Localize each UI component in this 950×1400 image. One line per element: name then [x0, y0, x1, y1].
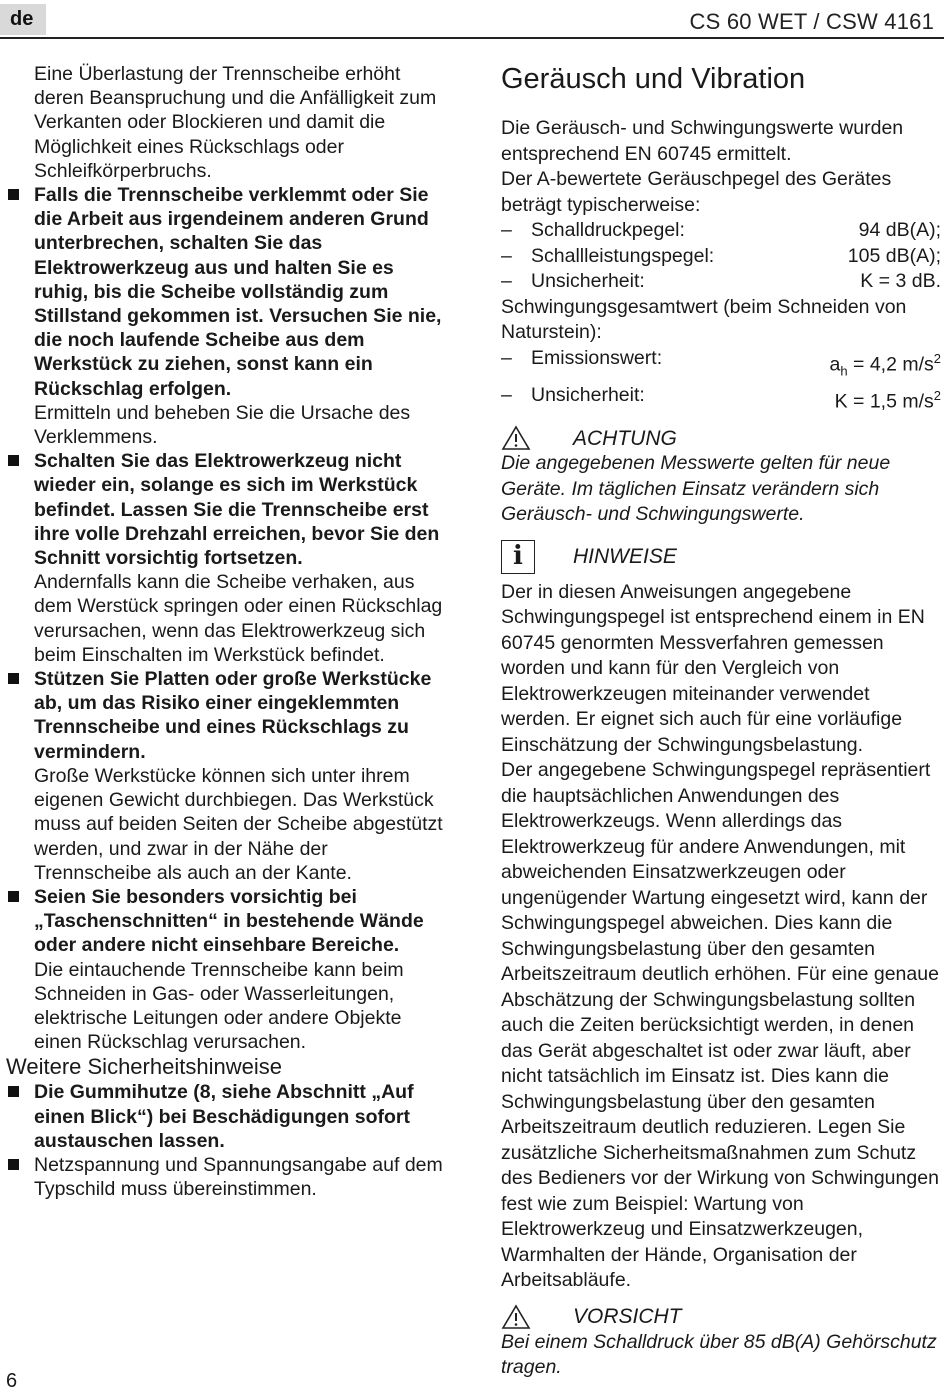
page-number: 6	[6, 1370, 18, 1392]
bullet-bold-text: Seien Sie besonders vorsichtig bei „Taschenschnitten“ in bestehende Wände oder andere nicht einsehbare Bereiche.	[34, 885, 424, 957]
symbol-a: a	[829, 353, 841, 375]
achtung-title: ACHTUNG	[573, 426, 677, 450]
bullet-square-icon	[8, 1159, 19, 1170]
spec-value: 105 dB(A);	[847, 244, 941, 267]
vorsicht-heading	[501, 1304, 941, 1330]
spec-value	[830, 346, 942, 384]
vibration-spec-list	[501, 346, 941, 416]
bullet-bold-text: Stützen Sie Platten oder große Werkstücke ab, um das Risiko einer eingeklemmten Trennscheibe und eines Rückschlags zu vermindern.	[34, 668, 432, 763]
bullet-text: Die eintauchende Trennscheibe kann beim Schneiden in Gas- oder Wasserleitungen, elektrische Leitungen oder andere Objekte einen Rückschlag verursachen.	[34, 958, 404, 1054]
bullet-text: Netzspannung und Spannungsangabe auf dem Typschild muss übereinstimmen.	[34, 1153, 443, 1201]
spec-label: Unsicherheit:	[531, 270, 645, 292]
spec-row	[501, 269, 941, 295]
language-tag: de	[0, 4, 46, 35]
hinweise-title: HINWEISE	[573, 545, 677, 569]
section-heading: Weitere Sicherheitshinweise	[6, 1054, 282, 1080]
warning-triangle-icon	[501, 425, 531, 451]
bullet-text: Andernfalls kann die Scheibe verhaken, aus dem Werstück springen oder einen Rückschlag verursachen, wenn das Elektrowerkzeug sich beim Einschalten im Werkstück befindet.	[34, 571, 443, 666]
dash: –	[501, 244, 512, 267]
spec-value: 94 dB(A);	[858, 219, 941, 241]
warning-triangle-icon	[501, 1304, 531, 1330]
right-column	[501, 62, 941, 1381]
paragraph: Der angegebene Schwingungspegel repräsentiert die hauptsächlichen Anwendungen des Elektrowerkzeugs. Wenn allerdings das Elektrowerkzeug für andere Anwendungen, mit abweichenden Einsatzwerkzeugen oder ungenügender Wartung eingesetzt wird, kann der Schwingungspegel abweichen. Dies kann die Schwingungsbelastung über den gesamten Arbeitszeitraum deutlich erhöhen. Für eine genaue Abschätzung der Schwingungsbelastung sollten auch die Zeiten berücksichtigt werden, in denen das Gerät abgeschaltet ist oder zwar läuft, aber nicht tatsächlich im Einsatz ist. Dies kann die Schwingungsbelastung über den gesamten Arbeitszeitraum deutlich reduzieren. Legen Sie zusätzliche Sicherheitsmaßnahmen zum Schutz des Bedieners vor der Wirkung von Schwingungen fest wie zum Beispiel: Wartung von Elektrowerkzeug und Einsatzwerkzeugen, Warmhalten der Hände, Organisation der Arbeitsabläufe.	[501, 759, 939, 1292]
info-icon: i	[501, 540, 535, 574]
bullet-item	[6, 1153, 444, 1201]
spec-row	[501, 346, 941, 384]
bullet-square-icon	[8, 1086, 19, 1097]
bullet-item	[6, 885, 444, 1054]
spec-row	[501, 218, 941, 244]
superscript: 2	[933, 388, 941, 404]
bullet-bold-text: Die Gummihutze (8, siehe Abschnitt „Auf einen Blick“) bei Beschädigungen sofort austauschen lassen.	[34, 1081, 414, 1152]
spec-label: Schallleistungspegel:	[531, 244, 715, 267]
value-text: K = 1,5 m/s	[834, 390, 934, 413]
bullet-item	[6, 183, 444, 449]
bullet-square-icon	[8, 455, 19, 466]
bullet-square-icon	[8, 891, 19, 902]
achtung-text: Die angegebenen Messwerte gelten für neue Geräte. Im täglichen Einsatz verändern sich Geräusch- und Schwingungswerte.	[501, 452, 891, 526]
bullet-square-icon	[8, 189, 19, 200]
value-text: = 4,2 m/s	[847, 353, 934, 375]
noise-spec-list	[501, 218, 941, 295]
paragraph: Der A-bewertete Geräuschpegel des Gerätes beträgt typischerweise:	[501, 168, 892, 216]
model-name: CS 60 WET / CSW 4161	[689, 9, 934, 34]
spec-value: K = 3 dB.	[860, 270, 941, 292]
bullet-bold-text: Falls die Trennscheibe verklemmt oder Sie die Arbeit aus irgendeinem anderen Grund unterbrechen, schalten Sie das Elektrowerkzeug aus und halten Sie es ruhig, bis die Scheibe vollständig zum Stillstand gekommen ist. Versuchen Sie nie, die noch laufende Scheibe aus dem Werkstück zu ziehen, sonst kann ein Rückschlag erfolgen.	[34, 184, 442, 400]
paragraph: Die Geräusch- und Schwingungswerte wurden entsprechend EN 60745 ermittelt.	[501, 117, 904, 165]
dash: –	[501, 270, 512, 292]
bullet-bold-text: Schalten Sie das Elektrowerkzeug nicht wieder ein, solange es sich im Werkstück befindet. Lassen Sie die Trennscheibe erst ihre volle Drehzahl erreichen, bevor Sie den Schnitt vorsichtig fortsetzen.	[34, 450, 440, 570]
spec-label: Emissionswert:	[531, 346, 663, 369]
vorsicht-text: Bei einem Schalldruck über 85 dB(A) Gehörschutz tragen.	[501, 1330, 937, 1379]
bullet-square-icon	[8, 673, 19, 684]
dash: –	[501, 346, 512, 369]
left-column	[6, 62, 444, 1201]
paragraph: Eine Überlastung der Trennscheibe erhöht deren Beanspruchung und die Anfälligkeit zum Verkanten oder Blockieren und damit die Möglichkeit eines Rückschlags oder Schleifkörperbruchs.	[34, 63, 437, 182]
dash: –	[501, 384, 512, 407]
bullet-item	[6, 449, 444, 667]
spec-row	[501, 244, 941, 270]
superscript: 2	[933, 350, 941, 366]
bullet-item	[6, 1080, 444, 1153]
spec-label: Schalldruckpegel:	[531, 219, 685, 241]
hinweise-heading	[501, 540, 941, 574]
spec-label: Unsicherheit:	[531, 384, 645, 407]
bullet-text: Ermitteln und beheben Sie die Ursache des Verklemmens.	[34, 401, 411, 449]
spec-value	[835, 383, 941, 415]
page-header	[0, 0, 944, 39]
spec-row	[501, 383, 941, 415]
dash: –	[501, 219, 512, 241]
paragraph: Schwingungsgesamtwert (beim Schneiden von Naturstein):	[501, 295, 907, 343]
subscript-h: h	[840, 362, 848, 378]
bullet-text: Große Werkstücke können sich unter ihrem eigenen Gewicht durchbiegen. Das Werkstück muss auf beiden Seiten der Scheibe abgestützt werden, und zwar in der Nähe der Trennscheibe als auch an der Kante.	[34, 764, 443, 884]
paragraph: Der in diesen Anweisungen angegebene Schwingungspegel ist entsprechend einem in EN 60745 genormten Messverfahren gemessen worden und kann für den Vergleich von Elektrowerkzeugen miteinander verwendet werden. Er eignet sich auch für eine vorläufige Einschätzung der Schwingungsbelastung.	[501, 580, 925, 756]
bullet-item	[6, 667, 444, 885]
vorsicht-title: VORSICHT	[573, 1305, 682, 1329]
achtung-heading	[501, 425, 941, 451]
page-title: Geräusch und Vibration	[501, 63, 806, 95]
